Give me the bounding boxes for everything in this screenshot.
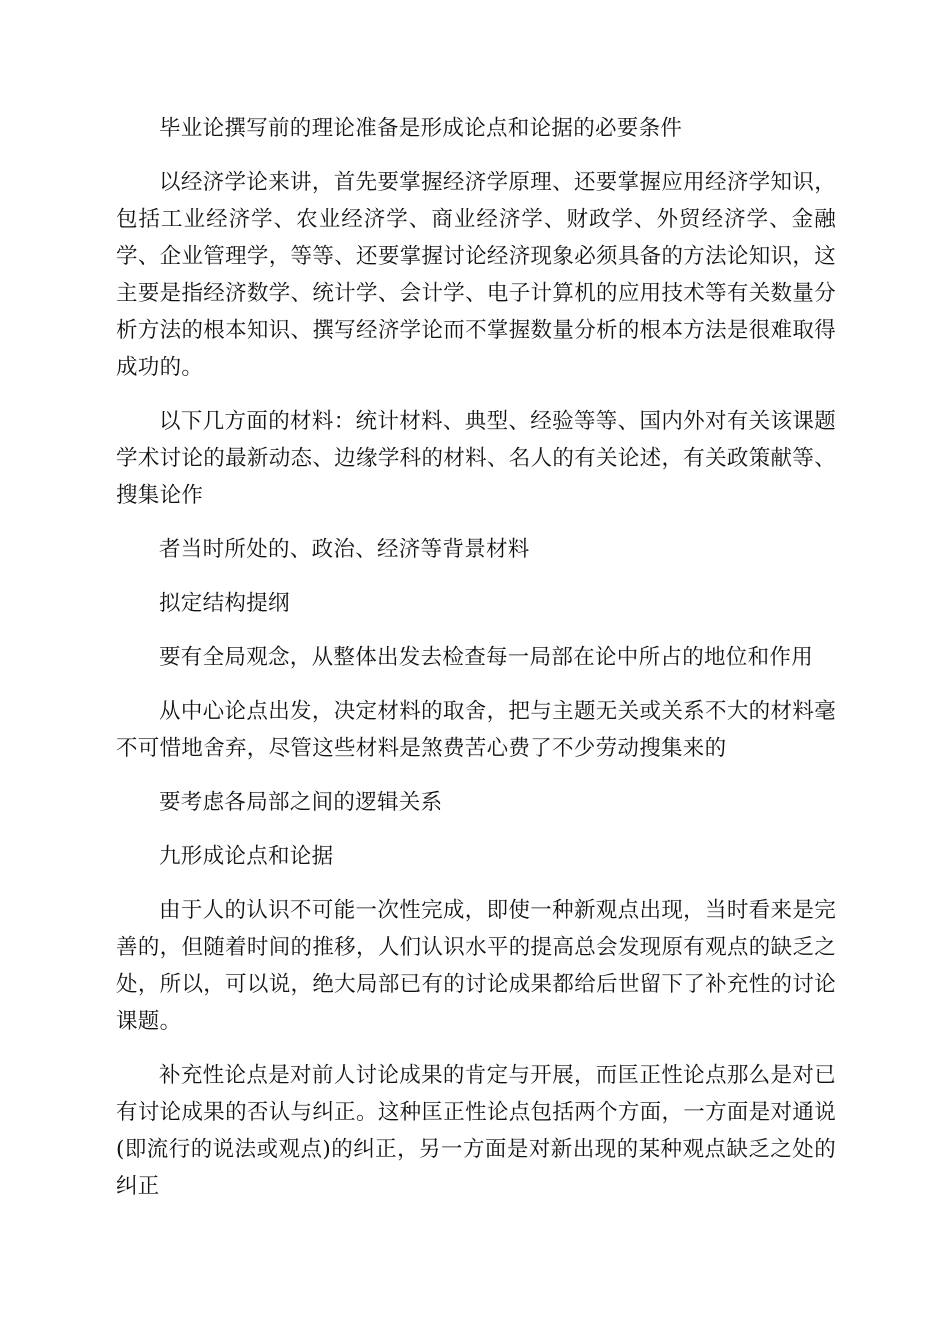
paragraph-7: 从中心论点出发，决定材料的取舍，把与主题无关或关系不大的材料毫不可惜地舍弃，尽管这些材料是煞费苦心费了不少劳动搜集来的 [116, 699, 836, 761]
paragraph-3: 以下几方面的材料：统计材料、典型、经验等等、国内外对有关该课题学术讨论的最新动态、边缘学科的材料、名人的有关论述，有关政策献等、搜集论作 [116, 409, 836, 508]
paragraph-4: 者当时所处的、政治、经济等背景材料 [159, 537, 530, 562]
document-body [116, 110, 836, 1222]
paragraph-9: 九形成论点和论据 [159, 844, 334, 869]
paragraph-10: 由于人的认识不可能一次性完成，即使一种新观点出现，当时看来是完善的，但随着时间的推移，人们认识水平的提高总会发现原有观点的缺乏之处，所以，可以说，绝大局部已有的讨论成果都给后世留下了补充性的讨论课题。 [116, 898, 836, 1034]
paragraph-5: 拟定结构提纲 [159, 591, 290, 616]
paragraph-8: 要考虑各局部之间的逻辑关系 [159, 790, 443, 815]
paragraph-2: 以经济学论来讲，首先要掌握经济学原理、还要掌握应用经济学知识，包括工业经济学、农业经济学、商业经济学、财政学、外贸经济学、金融学、企业管理学，等等、还要掌握讨论经济现象必须具备的方法论知识，这主要是指经济数学、统计学、会计学、电子计算机的应用技术等有关数量分析方法的根本知识、撰写经济学论而不掌握数量分析的根本方法是很难取得成功的。 [116, 170, 836, 380]
paragraph-6: 要有全局观念，从整体出发去检查每一局部在论中所占的地位和作用 [159, 645, 814, 670]
paragraph-11: 补充性论点是对前人讨论成果的肯定与开展，而匡正性论点那么是对已有讨论成果的否认与纠正。这种匡正性论点包括两个方面，一方面是对通说(即流行的说法或观点)的纠正，另一方面是对新出现的某种观点缺乏之处的纠正 [116, 1063, 836, 1199]
paragraph-1: 毕业论撰写前的理论准备是形成论点和论据的必要条件 [159, 116, 683, 141]
